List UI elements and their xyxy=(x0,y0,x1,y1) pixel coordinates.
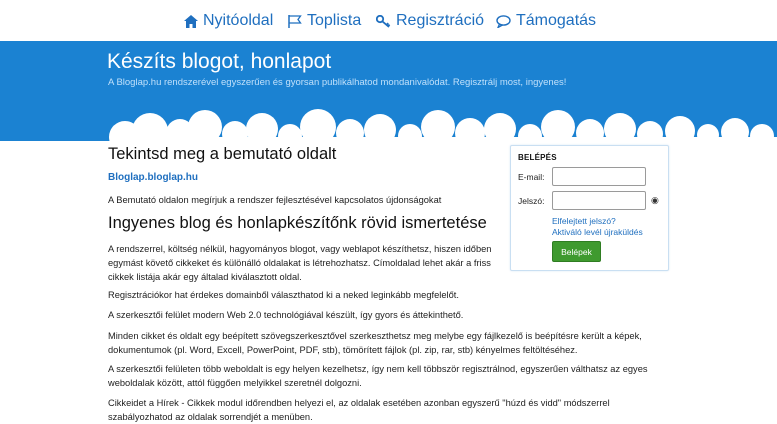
nav-item-label: Regisztráció xyxy=(396,12,485,29)
features-heading: Ingyenes blog és honlapkészítőnk rövid ismertetése xyxy=(108,214,487,232)
nav-item-toplist[interactable] xyxy=(288,10,361,32)
feature-paragraph: Cikkeidet a Hírek - Cikkek modul időrendben helyezi el, az oldalak esetében azonban egyszerű "húzd és vidd" módszerrel szabályozhatod az oldalak sorrendjét a menüben. xyxy=(108,398,610,422)
nav-item-support[interactable] xyxy=(496,10,596,32)
demo-heading: Tekintsd meg a bemutató oldalt xyxy=(108,145,337,163)
password-label: Jelszó: xyxy=(518,196,545,206)
email-field[interactable] xyxy=(552,167,646,186)
nav-item-label: Támogatás xyxy=(516,12,597,29)
forgot-password-link[interactable]: Elfelejtett jelszó? xyxy=(552,216,616,226)
nav-item-home[interactable] xyxy=(184,10,273,32)
nav-item-registration[interactable] xyxy=(376,10,484,32)
login-panel xyxy=(510,145,669,271)
nav-item-label: Nyitóoldal xyxy=(203,12,274,29)
top-navigation xyxy=(0,0,777,41)
demo-site-link[interactable]: Bloglap.bloglap.hu xyxy=(108,172,198,183)
email-label: E-mail: xyxy=(518,172,545,182)
feature-paragraph: Minden cikket és oldalt egy beépített szövegszerkesztővel szerkeszthetsz meg melybe egy fájlkezelő is beépítésre került a képek, dokumentumok (pl. Word, Excell, PowerPoint, PDF, stb), tömörített fájlok (pl. zip, rar, stb) kényelmes feltöltéséhez. xyxy=(108,331,642,355)
nav-item-label: Toplista xyxy=(307,12,362,29)
site-subtitle: A Bloglap.hu rendszerével egyszerűen és gyorsan publikálhatod mondanivalódat. Regisztrálj most, ingyenes! xyxy=(108,77,567,88)
login-button[interactable]: Belépek xyxy=(552,241,601,262)
flag-icon xyxy=(288,15,302,28)
feature-paragraph: A szerkesztői felületen több weboldalt is egy helyen kezelhetsz, így nem kell többször regisztrálnod, egyszerűen válthatsz az egyes weboldalak között, attól függően melyikkel szeretnél dolgozni. xyxy=(108,364,648,388)
site-title: Készíts blogot, honlapot xyxy=(107,50,332,73)
resend-activation-link[interactable]: Aktiváló levél újraküldés xyxy=(552,227,643,237)
demo-description: A Bemutató oldalon megírjuk a rendszer fejlesztésével kapcsolatos újdonságokat xyxy=(108,195,442,205)
feature-paragraph: A rendszerrel, költség nélkül, hagyományos blogot, vagy weblapot készíthetsz, hiszen időben egymást követő cikkeket és különálló oldalakat is létrehozhatsz. Címoldalad lehet akár a friss cikkek listája akár egy általad kiválasztott oldal. xyxy=(108,244,492,282)
home-icon xyxy=(184,15,198,28)
login-title: BELÉPÉS xyxy=(518,153,557,162)
password-field[interactable] xyxy=(552,191,646,210)
header-banner xyxy=(0,41,777,141)
key-icon xyxy=(376,15,391,28)
chat-bubble-icon xyxy=(496,15,511,28)
feature-paragraph: A szerkesztői felület modern Web 2.0 technológiával készült, így gyors és áttekinthető. xyxy=(108,310,464,320)
show-password-icon[interactable]: ◉ xyxy=(651,196,659,206)
feature-paragraph: Regisztrációkor hat érdekes domainből választhatod ki a neked leginkább megfelelőt. xyxy=(108,290,459,300)
